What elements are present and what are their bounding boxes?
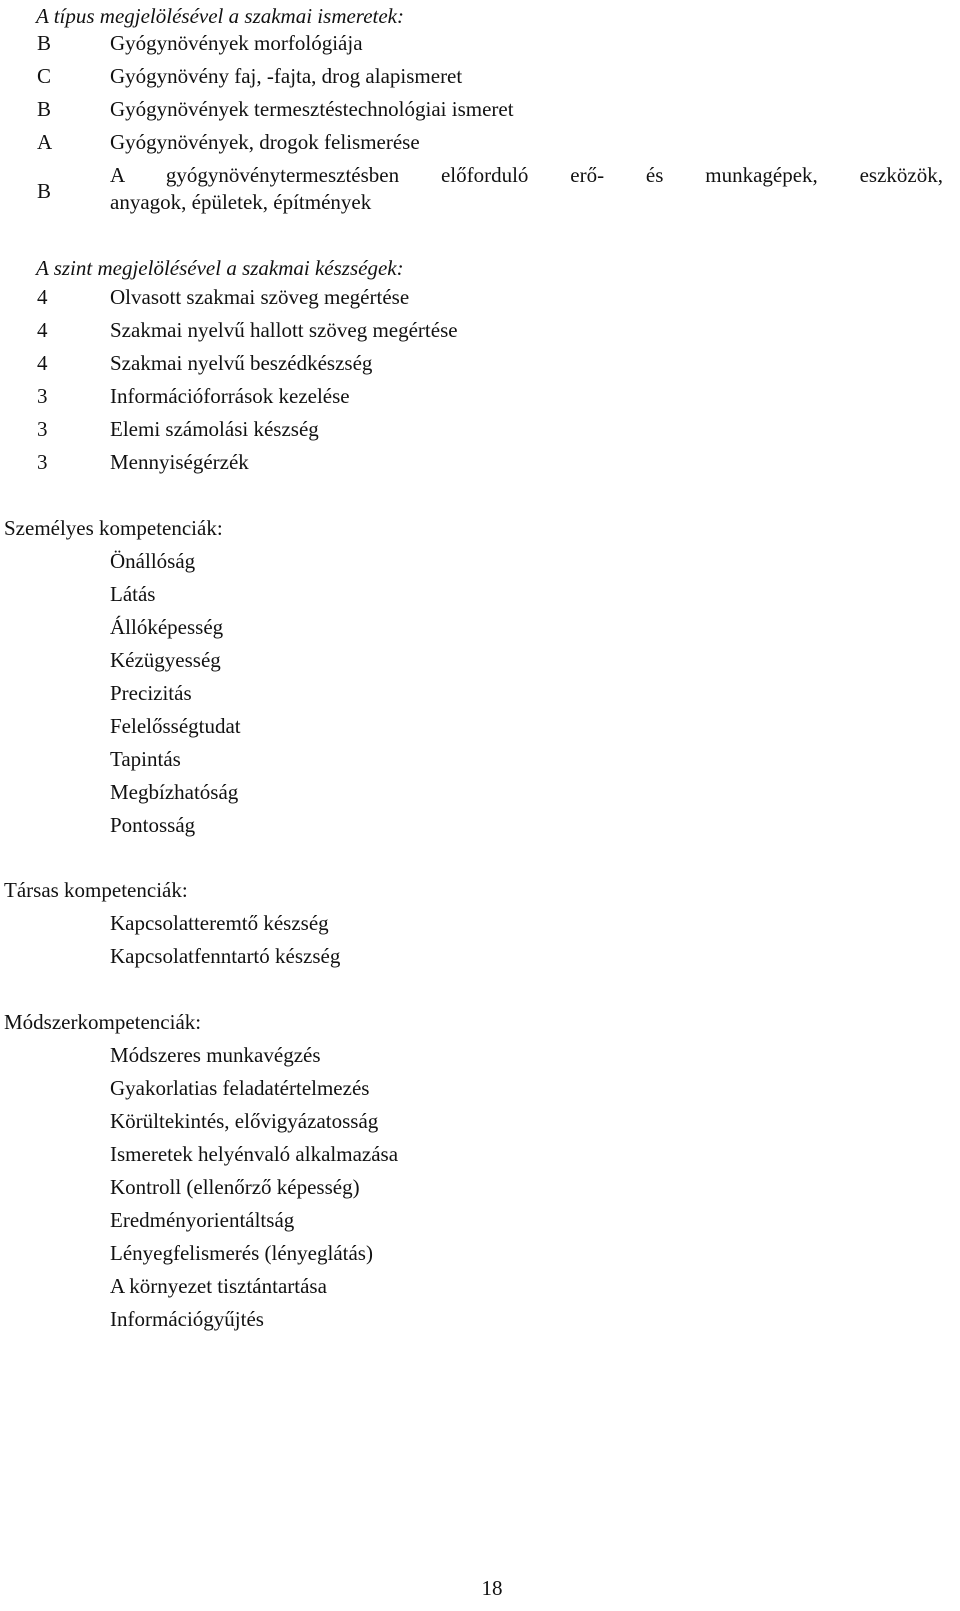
knowledge-code: C: [37, 64, 52, 88]
knowledge-row: [0, 60, 960, 93]
personal-competency-item: Önállóság: [110, 549, 196, 573]
personal-competency-item: Tapintás: [110, 747, 181, 771]
skill-row: [0, 380, 960, 413]
skill-text: Szakmai nyelvű beszédkészség: [110, 351, 373, 375]
social-competency-item: Kapcsolatteremtő készség: [110, 911, 329, 935]
knowledge-text: Gyógynövények, drogok felismerése: [110, 130, 420, 154]
personal-competency-item: Kézügyesség: [110, 648, 221, 672]
skill-level: 3: [37, 384, 48, 408]
skill-text: Szakmai nyelvű hallott szöveg megértése: [110, 318, 458, 342]
personal-competency-item: Állóképesség: [110, 615, 224, 639]
personal-competency-item: Pontosság: [110, 813, 196, 837]
personal-competencies-heading: Személyes kompetenciák:: [4, 516, 223, 540]
knowledge-row: [0, 93, 960, 126]
skill-row: [0, 314, 960, 347]
skills-heading: A szint megjelölésével a szakmai készségek:: [36, 256, 404, 280]
skill-row: [0, 347, 960, 380]
knowledge-text-line1: A gyógynövénytermesztésben előforduló erő- és munkagépek, eszközök,: [110, 163, 943, 187]
knowledge-text: Gyógynövények termesztéstechnológiai ismeret: [110, 97, 514, 121]
knowledge-row: [0, 126, 960, 159]
method-competency-item: Ismeretek helyénvaló alkalmazása: [110, 1142, 399, 1166]
method-competency-item: A környezet tisztántartása: [110, 1274, 327, 1298]
knowledge-code: B: [37, 31, 52, 55]
knowledge-text-line2: anyagok, épületek, építmények: [110, 190, 372, 214]
knowledge-heading: A típus megjelölésével a szakmai ismeretek:: [36, 4, 404, 28]
page-number: 18: [481, 1576, 503, 1600]
personal-competency-item: Felelősségtudat: [110, 714, 241, 738]
skill-row: [0, 446, 960, 479]
skill-text: Olvasott szakmai szöveg megértése: [110, 285, 410, 309]
skill-level: 4: [37, 351, 48, 375]
method-competency-item: Eredményorientáltság: [110, 1208, 295, 1232]
method-competency-item: Lényegfelismerés (lényeglátás): [110, 1241, 373, 1265]
skill-row: [0, 413, 960, 446]
personal-competency-item: Precizitás: [110, 681, 192, 705]
skill-text: Mennyiségérzék: [110, 450, 249, 474]
knowledge-text: Gyógynövények morfológiája: [110, 31, 363, 55]
skill-level: 4: [37, 318, 48, 342]
method-competency-item: Módszeres munkavégzés: [110, 1043, 321, 1067]
method-competency-item: Körültekintés, elővigyázatosság: [110, 1109, 379, 1133]
personal-competency-item: Látás: [110, 582, 156, 606]
skill-text: Elemi számolási készség: [110, 417, 319, 441]
knowledge-code: B: [37, 97, 52, 121]
method-competencies-heading: Módszerkompetenciák:: [4, 1010, 202, 1034]
skill-text: Információforrások kezelése: [110, 384, 350, 408]
knowledge-row: [0, 27, 960, 60]
method-competency-item: Információgyűjtés: [110, 1307, 264, 1331]
skill-row: [0, 281, 960, 314]
social-competency-item: Kapcsolatfenntartó készség: [110, 944, 341, 968]
personal-competency-item: Megbízhatóság: [110, 780, 239, 804]
method-competency-item: Gyakorlatias feladatértelmezés: [110, 1076, 370, 1100]
method-competency-item: Kontroll (ellenőrző képesség): [110, 1175, 360, 1199]
knowledge-code: B: [37, 179, 52, 203]
knowledge-code: A: [37, 130, 53, 154]
knowledge-text: Gyógynövény faj, -fajta, drog alapismeret: [110, 64, 463, 88]
knowledge-row-multiline: [0, 159, 960, 225]
skill-level: 3: [37, 417, 48, 441]
social-competencies-heading: Társas kompetenciák:: [4, 878, 188, 902]
skill-level: 3: [37, 450, 48, 474]
skill-level: 4: [37, 285, 48, 309]
